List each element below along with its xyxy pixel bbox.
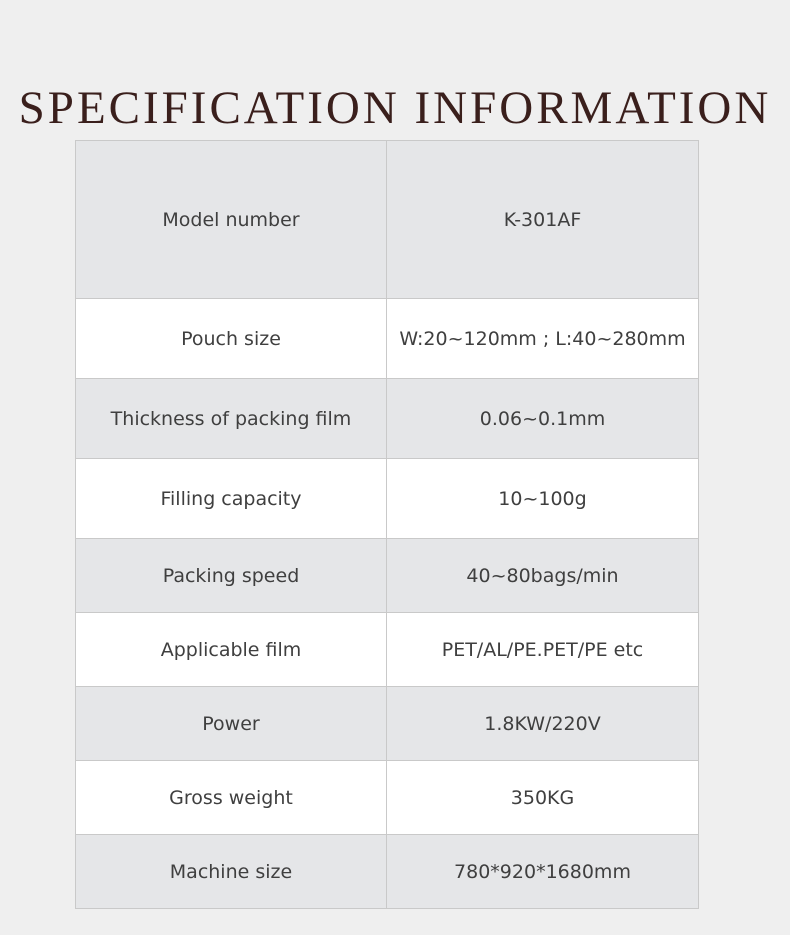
specification-table <box>75 140 699 909</box>
spec-label: Machine size <box>76 835 387 909</box>
spec-label: Filling capacity <box>76 459 387 539</box>
spec-value: K-301AF <box>387 141 699 299</box>
spec-value: PET/AL/PE.PET/PE etc <box>387 613 699 687</box>
table-row-power <box>76 687 699 761</box>
spec-value: 350KG <box>387 761 699 835</box>
table-row-packing-speed <box>76 539 699 613</box>
spec-value: W:20~120mm ; L:40~280mm <box>387 299 699 379</box>
spec-label: Power <box>76 687 387 761</box>
table-row-applicable-film <box>76 613 699 687</box>
spec-value: 0.06~0.1mm <box>387 379 699 459</box>
spec-value: 1.8KW/220V <box>387 687 699 761</box>
page-title: SPECIFICATION INFORMATION <box>18 82 772 134</box>
spec-label: Thickness of packing film <box>76 379 387 459</box>
table-row-gross-weight <box>76 761 699 835</box>
spec-label: Model number <box>76 141 387 299</box>
spec-label: Packing speed <box>76 539 387 613</box>
table-row-film-thickness <box>76 379 699 459</box>
table-row-pouch-size <box>76 299 699 379</box>
spec-label: Applicable film <box>76 613 387 687</box>
spec-value: 10~100g <box>387 459 699 539</box>
table-row-model-number <box>76 141 699 299</box>
spec-value: 780*920*1680mm <box>387 835 699 909</box>
spec-value: 40~80bags/min <box>387 539 699 613</box>
table-row-machine-size <box>76 835 699 909</box>
spec-label: Pouch size <box>76 299 387 379</box>
spec-label: Gross weight <box>76 761 387 835</box>
table-row-filling-capacity <box>76 459 699 539</box>
